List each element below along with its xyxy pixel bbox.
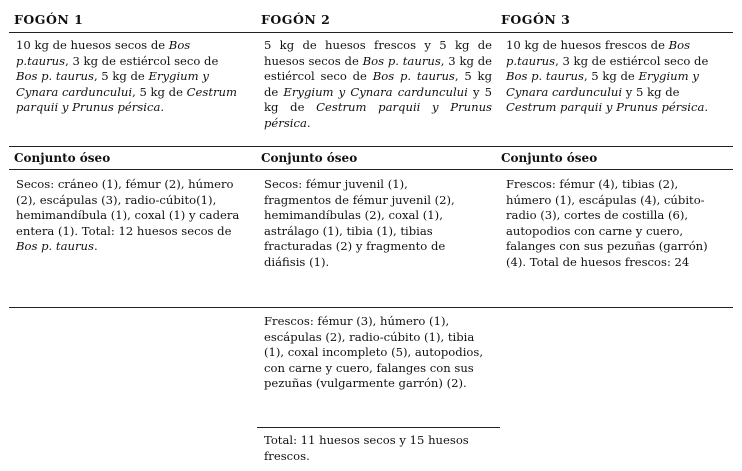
- composition-fogon-1: [16, 38, 240, 116]
- total-rule: [257, 427, 500, 428]
- composition-fogon-2: [264, 38, 492, 131]
- species-name: Erygium y Cynara carduncului: [16, 69, 209, 99]
- text-run: .: [160, 100, 165, 114]
- species-name: Bos p. taurus: [16, 69, 94, 83]
- header-rule: [9, 32, 733, 33]
- subheader-fogon-2: Conjunto óseo: [261, 151, 358, 165]
- species-name: Bos p. taurus: [372, 69, 455, 83]
- header-fogon-1: FOGÓN 1: [14, 12, 84, 27]
- species-name: Bos p.taurus: [16, 38, 191, 68]
- text-run: , 5 kg de: [264, 69, 492, 99]
- text-run: y 5 kg de: [622, 84, 680, 99]
- fresh-section-rule: [9, 307, 733, 308]
- text-run: .: [306, 115, 311, 130]
- text-run: , 5 kg de: [583, 69, 639, 83]
- species-name: Cestrum parquii y Prunus pérsica: [16, 84, 237, 114]
- subheader-fogon-3: Conjunto óseo: [501, 151, 598, 165]
- bones-fogon-2: [264, 177, 478, 270]
- text-run: 10 kg de huesos frescos de: [506, 38, 669, 52]
- header-fogon-3: FOGÓN 3: [501, 12, 571, 27]
- text-run: , 3 kg de estiércol seco de: [264, 53, 492, 83]
- text-run: .: [704, 100, 709, 114]
- fresh-bones-fogon-2: Frescos: fémur (3), húmero (1), escápulas (2), radio-cúbito (1), tibia (1), coxal incompleto (5), autopodios, con carne y cuero, falanges con sus pezuñas (vulgarmente garrón) (2).: [264, 314, 484, 390]
- text-run: 5 kg de huesos frescos y 5 kg de huesos secos de: [264, 38, 492, 68]
- text-run: , 3 kg de estiércol seco de: [65, 53, 219, 68]
- total-fogon-2: Total: 11 huesos secos y 15 huesos frescos.: [264, 433, 469, 463]
- species-name: Bos p.taurus: [506, 38, 691, 68]
- species-name: Erygium y Cynara carduncului: [506, 69, 699, 99]
- species-name: Bos p. taurus: [362, 53, 441, 68]
- text-run: .: [93, 239, 98, 253]
- text-run: 10 kg de huesos secos de: [16, 38, 169, 52]
- text-run: , 3 kg de estiércol seco de: [555, 53, 709, 68]
- species-name: Bos p. taurus: [506, 69, 584, 83]
- species-name: Bos p. taurus: [16, 239, 94, 253]
- text-run: Secos: cráneo (1), fémur (2), húmero (2), escápulas (3), radio-cúbito(1), hemimandíbula (1), coxal (1) y cadera entera (1). Total: 12 huesos secos de: [16, 177, 240, 238]
- text-run: , 5 kg de: [132, 84, 187, 99]
- text-run: Secos: fémur juvenil (1), fragmentos de fémur juvenil (2), hemimandíbulas (2), coxal (1), astrálago (1), tibia (1), tibias fracturadas (2) y fragmento de diáfisis (1).: [264, 177, 455, 269]
- header-fogon-2: FOGÓN 2: [261, 12, 331, 27]
- composition-fogon-3: [506, 38, 728, 116]
- text-run: Frescos: fémur (4), tibias (2), húmero (1), escápulas (4), cúbito-radio (3), cortes de costilla (6), autopodios con carne y cuero, falanges con sus pezuñas (garrón) (4). Total de huesos frescos: 24: [506, 177, 708, 269]
- subheader-fogon-1: Conjunto óseo: [14, 151, 111, 165]
- bones-fogon-1: [16, 177, 242, 255]
- species-name: Cestrum parquii y Prunus pérsica: [264, 100, 493, 130]
- text-run: y 5 kg de: [264, 84, 493, 114]
- species-name: Cestrum parquii y Prunus pérsica: [506, 100, 705, 114]
- subheader-top-rule: [9, 146, 733, 147]
- species-name: Erygium y Cynara carduncului: [283, 84, 468, 99]
- bones-fogon-3: [506, 177, 724, 270]
- subheader-bottom-rule: [9, 169, 733, 170]
- text-run: , 5 kg de: [93, 69, 149, 83]
